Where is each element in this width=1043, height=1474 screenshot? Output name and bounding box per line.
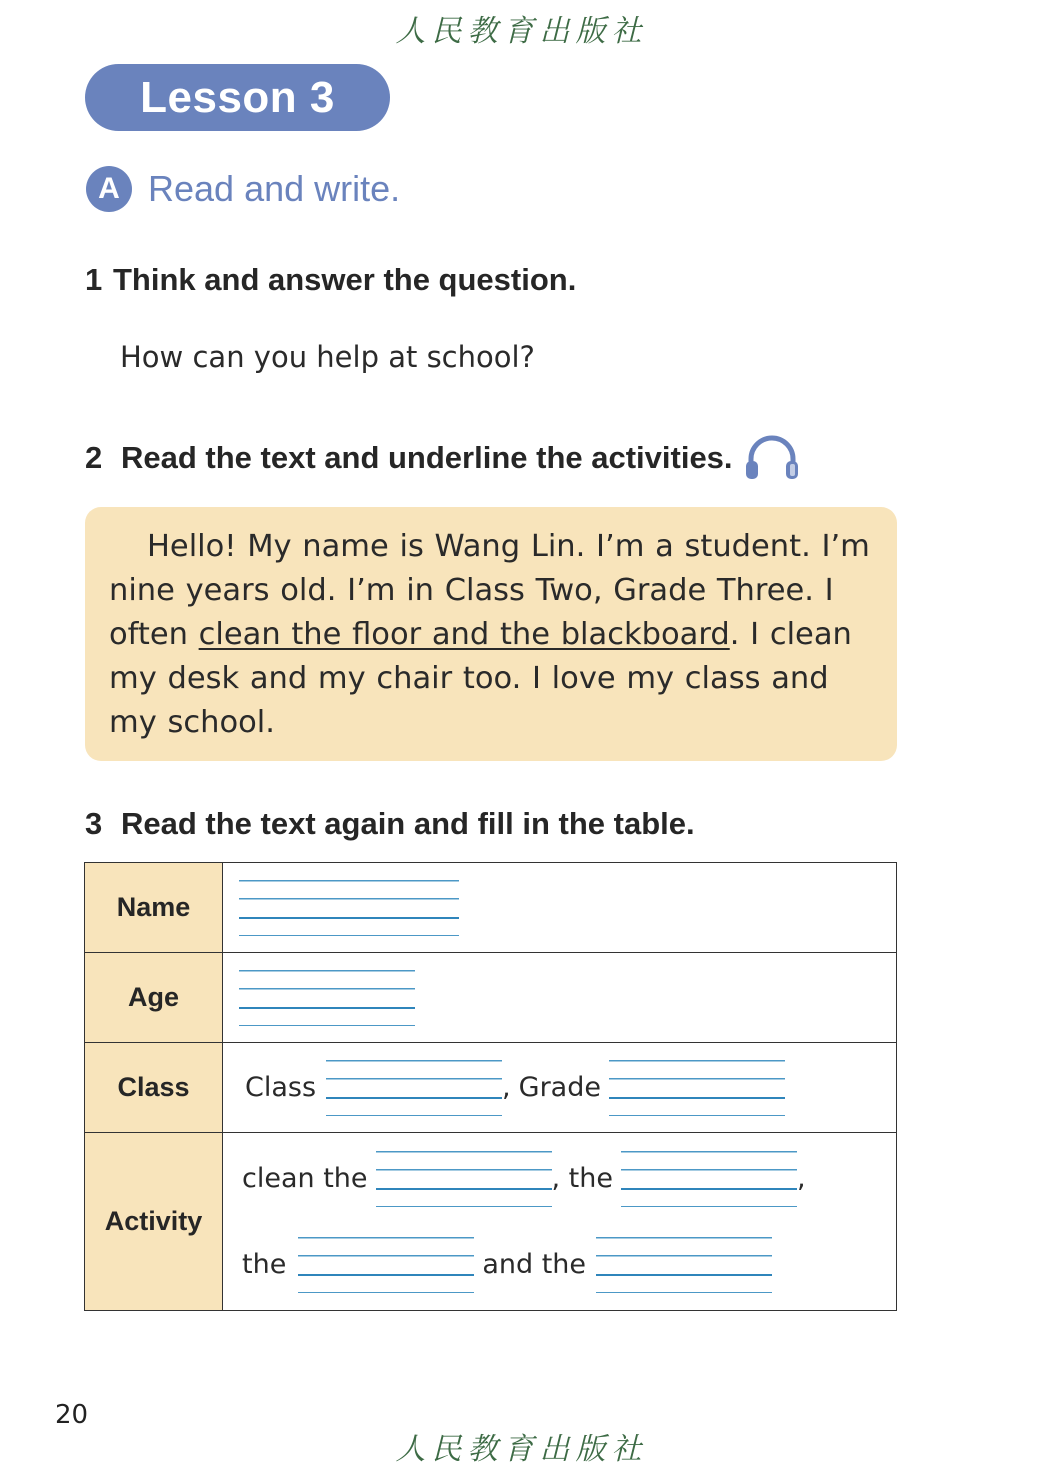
task1-heading [85, 262, 576, 298]
class-comma: , [502, 1072, 511, 1103]
page-number: 20 [55, 1400, 89, 1430]
activity-label: Activity [85, 1133, 223, 1311]
activity-line1-mid: , the [551, 1163, 613, 1194]
class-prefix: Class [245, 1072, 317, 1103]
table-row-age [85, 953, 897, 1043]
task2-heading [85, 435, 801, 481]
passage-text-1: Hello! My name is Wang Lin. I’m a student. I’m nine years old. I’m in Class Two, Grade Three. I often [109, 529, 870, 652]
publisher-logo-top: 人民教育出版社 [395, 14, 648, 49]
table-row-class [85, 1043, 897, 1133]
activity-blank-2[interactable] [621, 1151, 797, 1207]
task1-question: How can you help at school? [120, 340, 535, 374]
reading-passage [109, 525, 873, 745]
class-number-blank[interactable] [326, 1060, 502, 1116]
activity-blank-1[interactable] [376, 1151, 552, 1207]
table-row-name [85, 863, 897, 953]
reading-passage-box [85, 507, 897, 761]
section-a-header [86, 166, 400, 212]
task2-text: Read the text and underline the activities. [121, 440, 733, 475]
activity-line1-end: , [797, 1163, 806, 1194]
task1-number: 1 [85, 262, 103, 297]
fill-in-table [84, 862, 897, 1311]
age-blank[interactable] [239, 970, 415, 1026]
activity-line1-prefix: clean the [242, 1163, 368, 1194]
task1-text: Think and answer the question. [113, 262, 577, 297]
class-label: Class [85, 1043, 223, 1133]
underlined-activity: clean the floor and the blackboard [198, 617, 730, 652]
section-title: Read and write. [148, 168, 401, 209]
task2-number: 2 [85, 440, 103, 475]
lesson-title-badge [85, 64, 390, 131]
task3-text: Read the text again and fill in the table. [121, 806, 695, 841]
age-label: Age [85, 953, 223, 1043]
task3-number: 3 [85, 806, 103, 841]
lesson-title: Lesson 3 [140, 72, 335, 122]
activity-blank-3[interactable] [298, 1237, 474, 1293]
passage-text-2: . I clean my desk and my chair too. I love my class and my school. [109, 617, 852, 740]
name-blank[interactable] [239, 880, 459, 936]
grade-number-blank[interactable] [609, 1060, 785, 1116]
table-row-activity [85, 1133, 897, 1311]
activity-line2-mid: and the [482, 1249, 587, 1280]
activity-blank-4[interactable] [596, 1237, 772, 1293]
grade-word: Grade [518, 1072, 601, 1103]
task3-heading [85, 806, 695, 842]
name-label: Name [85, 863, 223, 953]
activity-line2-prefix: the [242, 1249, 287, 1280]
publisher-logo-bottom: 人民教育出版社 [395, 1432, 648, 1467]
section-letter-badge: A [86, 166, 132, 212]
headphones-icon[interactable] [743, 435, 801, 481]
